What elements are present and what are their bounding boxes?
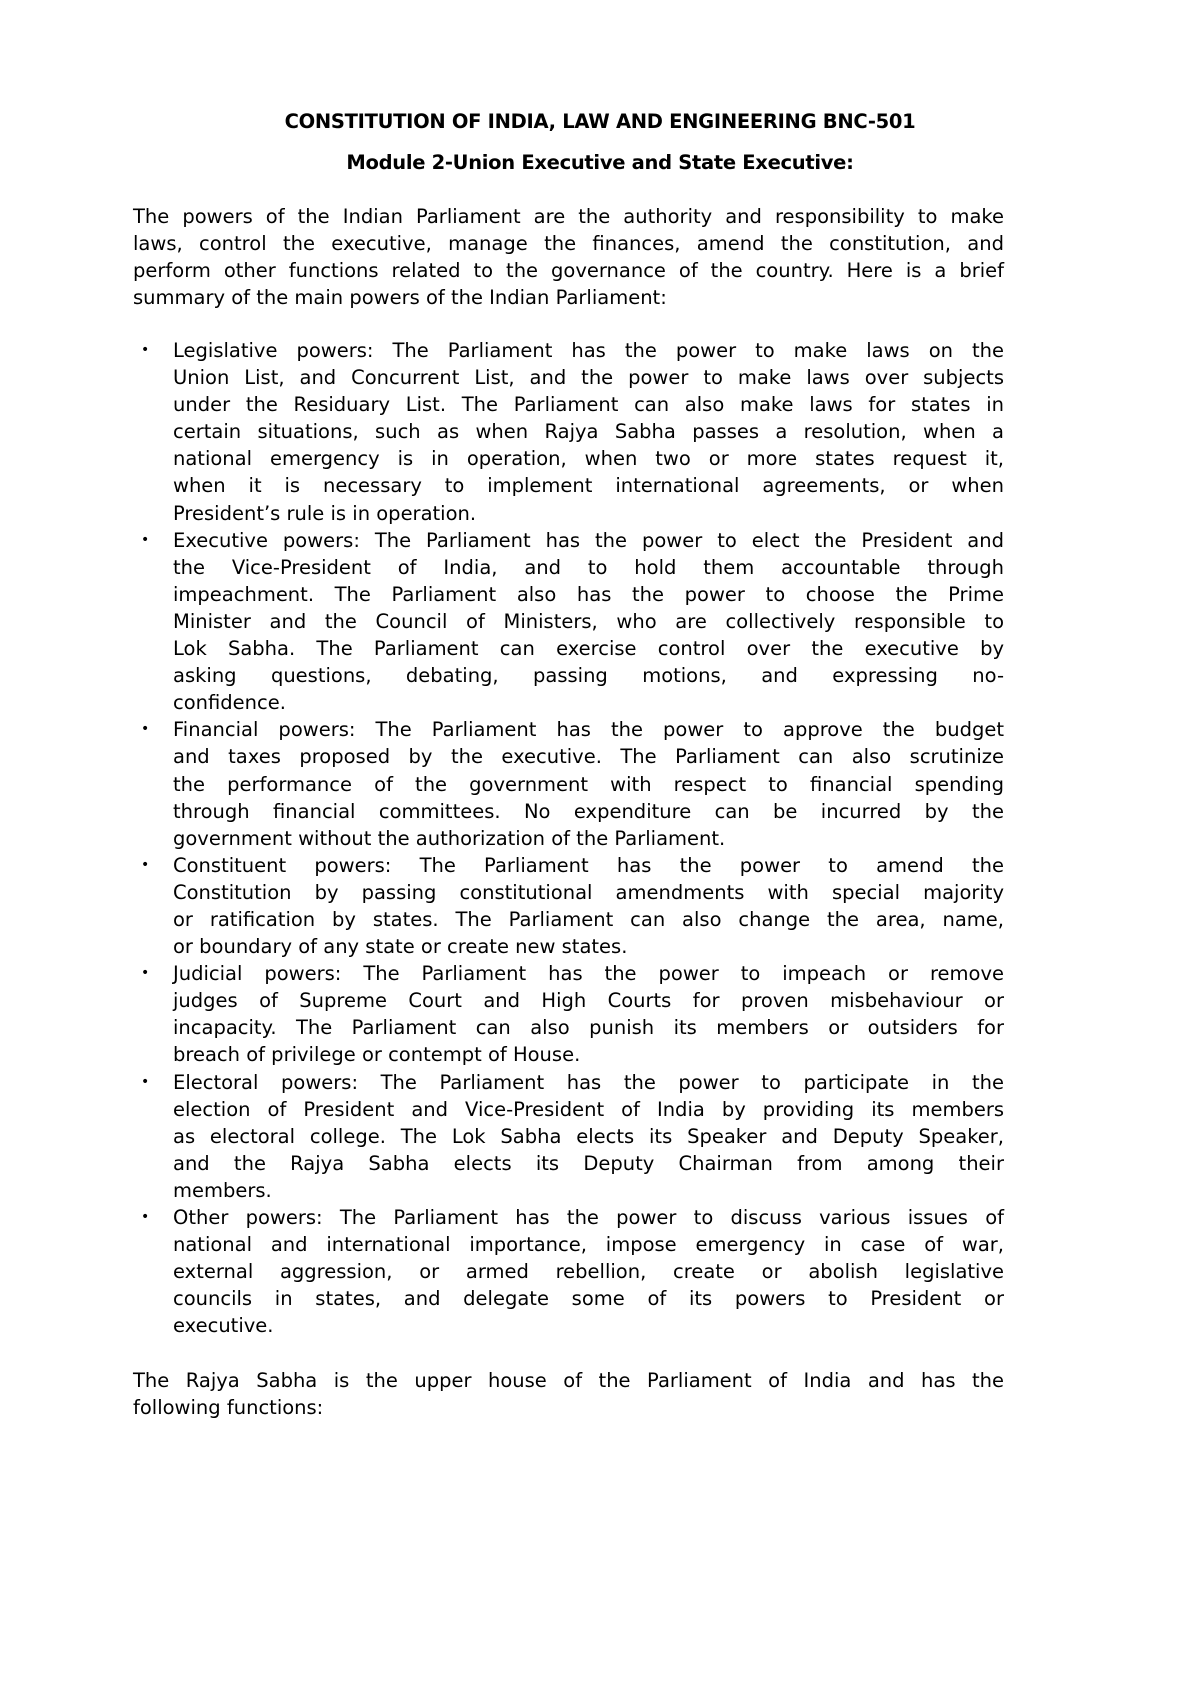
text-line: election of President and Vice-President of India by providing its members xyxy=(173,1097,1004,1121)
text-line: The Rajya Sabha is the upper house of the Parliament of India and has the xyxy=(133,1369,1004,1392)
module-heading: Module 2-Union Executive and State Executive: xyxy=(346,151,854,174)
text-line: or ratification by states. The Parliament can also change the area, name, xyxy=(173,907,1004,931)
closing-paragraph xyxy=(133,1367,1004,1421)
text-line: Minister and the Council of Ministers, who are collectively responsible to xyxy=(173,609,1004,633)
text-line: executive. xyxy=(173,1314,274,1338)
bullet-item xyxy=(133,716,1004,851)
bullet-item xyxy=(133,960,1004,1068)
text-line: President’s rule is in operation. xyxy=(173,501,477,525)
powers-bullet-list xyxy=(133,337,1004,1339)
text-line: members. xyxy=(173,1178,272,1202)
text-line: external aggression, or armed rebellion, create or abolish legislative xyxy=(173,1260,1004,1284)
text-line: and taxes proposed by the executive. The Parliament can also scrutinize xyxy=(173,745,1004,769)
text-line: certain situations, such as when Rajya Sabha passes a resolution, when a xyxy=(173,420,1004,444)
bullet-icon: • xyxy=(141,856,150,873)
bullet-icon: • xyxy=(141,342,150,358)
text-line: confidence. xyxy=(173,691,286,715)
text-line: through financial committees. No expenditure can be incurred by the xyxy=(173,799,1004,823)
text-line: the performance of the government with respect to financial spending xyxy=(173,772,1004,796)
bullet-item xyxy=(133,852,1004,960)
text-line: or boundary of any state or create new states. xyxy=(173,935,628,959)
text-line: when it is necessary to implement international agreements, or when xyxy=(173,474,1004,498)
text-line: laws, control the executive, manage the finances, amend the constitution, and xyxy=(133,232,1004,256)
text-line: summary of the main powers of the Indian Parliament: xyxy=(133,286,667,310)
intro-paragraph xyxy=(133,203,1004,311)
text-line: Judicial powers: The Parliament has the power to impeach or remove xyxy=(173,962,1004,986)
text-line: under the Residuary List. The Parliament can also make laws for states in xyxy=(173,393,1004,417)
text-line: Financial powers: The Parliament has the power to approve the budget xyxy=(173,718,1004,742)
bullet-icon: • xyxy=(141,531,150,548)
bullet-item xyxy=(133,527,1004,717)
text-line: Electoral powers: The Parliament has the power to participate in the xyxy=(173,1070,1004,1094)
text-line: judges of Supreme Court and High Courts for proven misbehaviour or xyxy=(173,989,1004,1013)
bullet-item xyxy=(133,1204,1004,1339)
text-line: perform other functions related to the governance of the country. Here is a brief xyxy=(133,259,1004,283)
text-line: Other powers: The Parliament has the power to discuss various issues of xyxy=(173,1206,1004,1229)
text-line: and the Rajya Sabha elects its Deputy Chairman from among their xyxy=(173,1151,1004,1175)
bullet-item xyxy=(133,1069,1004,1204)
bullet-icon: • xyxy=(141,1209,150,1225)
bullet-item xyxy=(133,337,1004,527)
text-line: incapacity. The Parliament can also punish its members or outsiders for xyxy=(173,1016,1004,1040)
text-line: breach of privilege or contempt of House. xyxy=(173,1043,581,1067)
text-line: asking questions, debating, passing motions, and expressing no- xyxy=(173,664,1004,688)
text-line: following functions: xyxy=(133,1396,324,1420)
text-line: as electoral college. The Lok Sabha elects its Speaker and Deputy Speaker, xyxy=(173,1124,1004,1148)
text-line: councils in states, and delegate some of its powers to President or xyxy=(173,1287,1004,1311)
text-line: Constitution by passing constitutional amendments with special majority xyxy=(173,880,1004,904)
bullet-icon: • xyxy=(141,965,150,982)
text-line: government without the authorization of the Parliament. xyxy=(173,826,726,850)
text-line: Constituent powers: The Parliament has the power to amend the xyxy=(173,853,1004,877)
document-title: CONSTITUTION OF INDIA, LAW AND ENGINEERING BNC-501 xyxy=(284,110,916,133)
bullet-icon: • xyxy=(141,1073,150,1090)
text-line: Union List, and Concurrent List, and the power to make laws over subjects xyxy=(173,366,1004,390)
text-line: Legislative powers: The Parliament has the power to make laws on the xyxy=(173,339,1004,362)
text-line: The powers of the Indian Parliament are the authority and responsibility to make xyxy=(133,205,1004,228)
text-line: Lok Sabha. The Parliament can exercise control over the executive by xyxy=(173,637,1004,661)
bullet-icon: • xyxy=(141,721,150,738)
text-line: national emergency is in operation, when two or more states request it, xyxy=(173,447,1004,471)
text-line: impeachment. The Parliament also has the power to choose the Prime xyxy=(173,582,1004,606)
text-line: Executive powers: The Parliament has the power to elect the President and xyxy=(173,528,1004,552)
text-line: national and international importance, impose emergency in case of war, xyxy=(173,1233,1004,1257)
text-line: the Vice-President of India, and to hold them accountable through xyxy=(173,555,1004,579)
